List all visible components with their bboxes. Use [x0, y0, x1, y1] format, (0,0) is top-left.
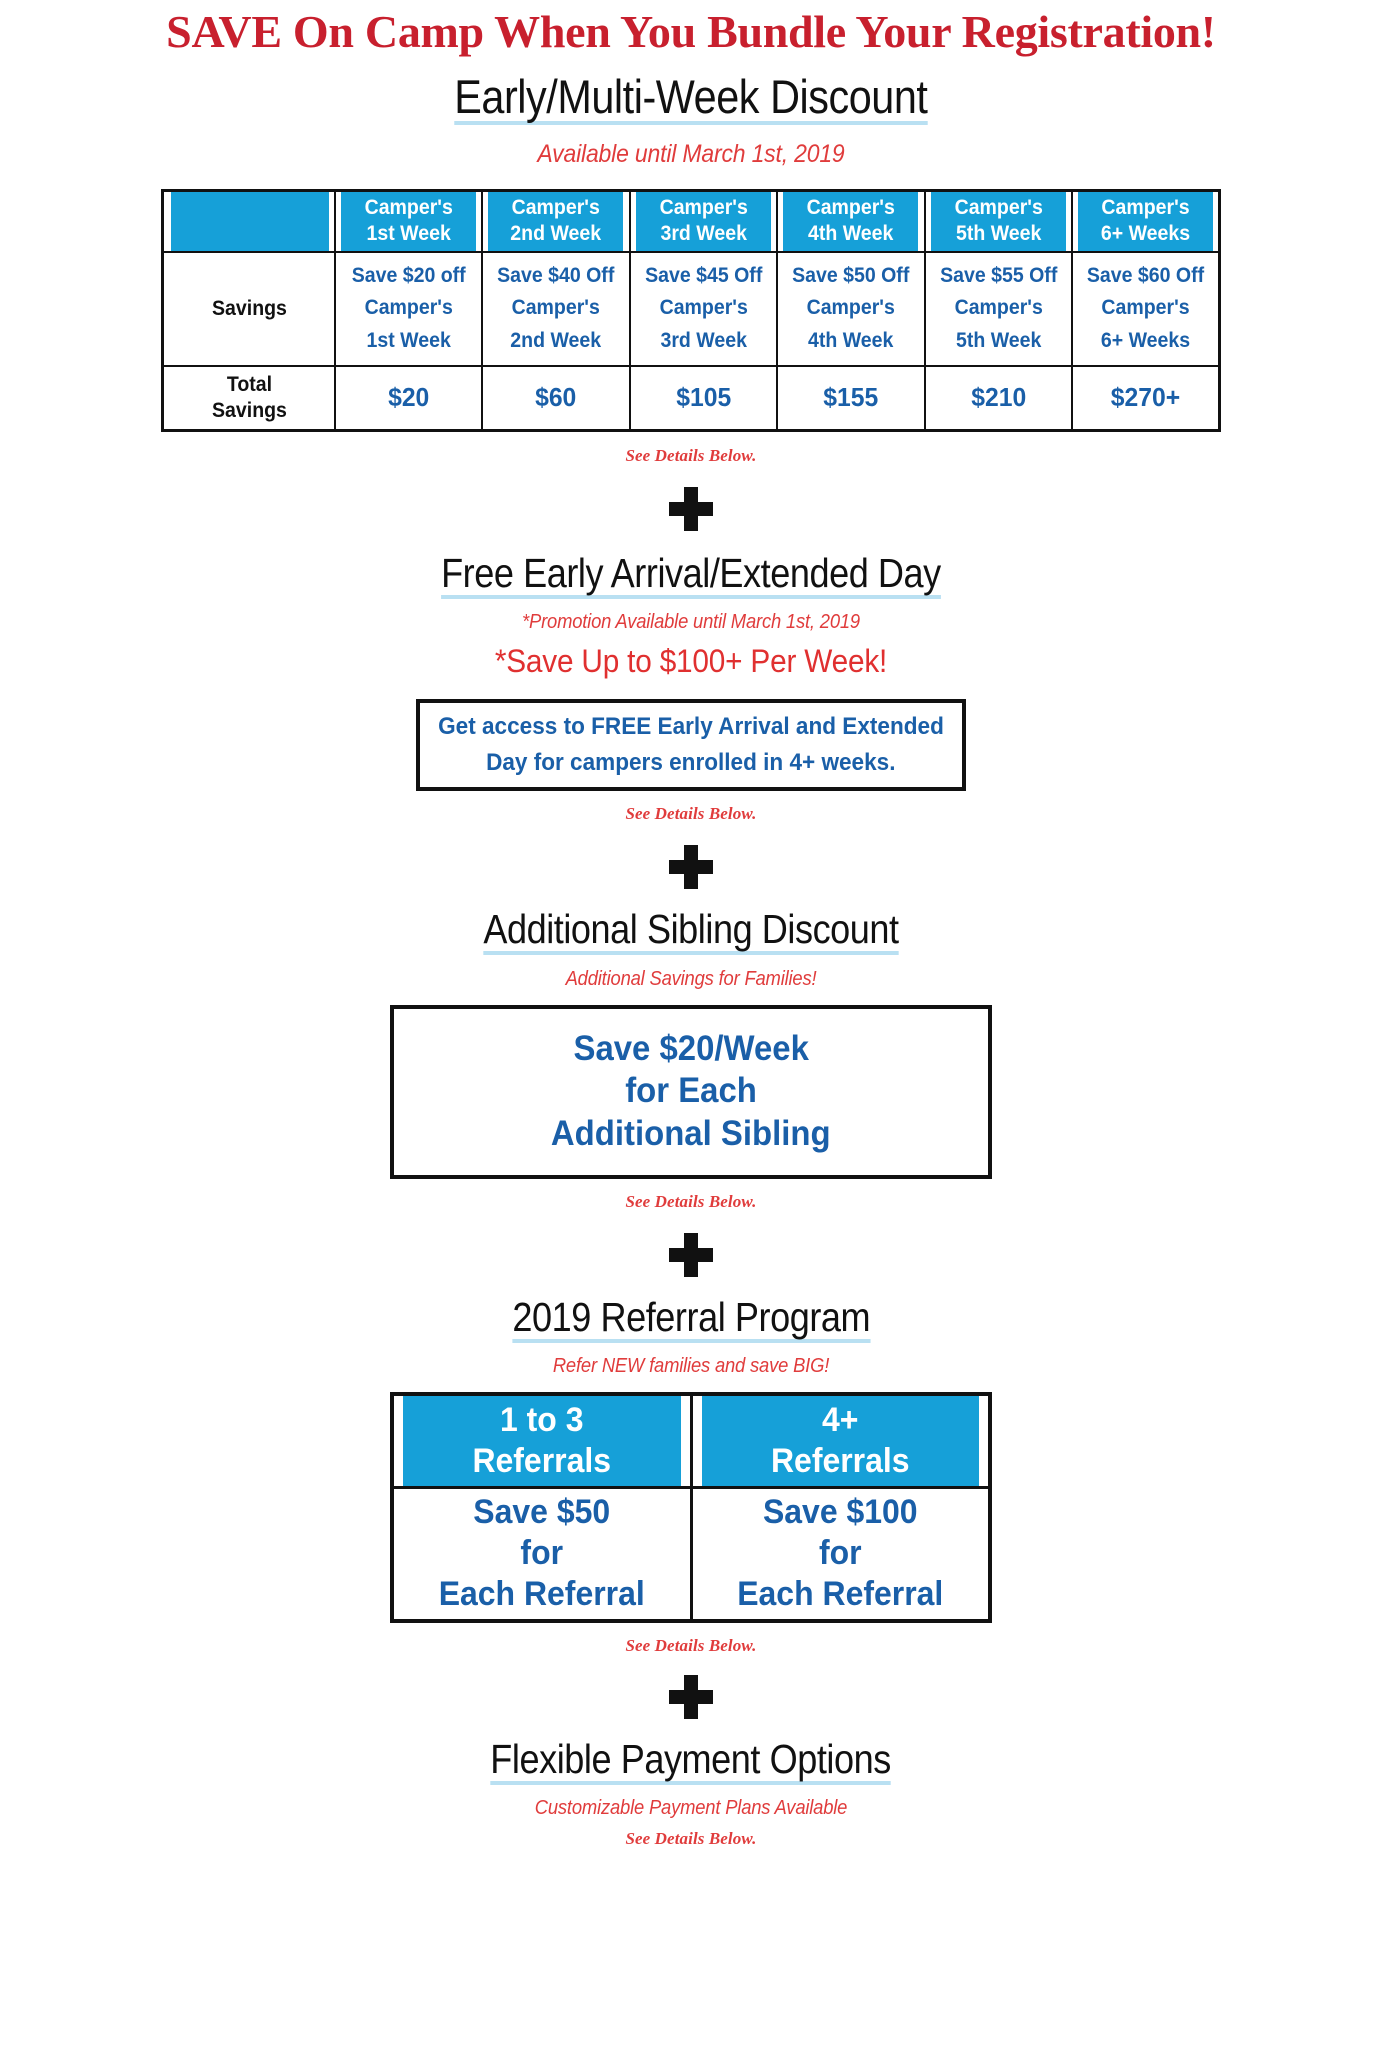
- plus-separator-3: [0, 1233, 1382, 1277]
- plus-separator-1: [0, 487, 1382, 531]
- savings-cell-week-1: [340, 252, 477, 366]
- plus-icon: [669, 1675, 713, 1719]
- column-header-week-2-line2: 2nd Week: [510, 222, 602, 245]
- sibling-discount-title: Additional Sibling Discount: [483, 909, 898, 955]
- savings-cell-week-5: [930, 252, 1067, 366]
- section-heading-sibling-discount: [0, 905, 1382, 955]
- section-heading-early-multi-week: [0, 70, 1382, 125]
- section-heading-flexible-payment: [0, 1735, 1382, 1785]
- table-row-savings: [163, 252, 1220, 366]
- savings-cell-week-5-line1: Save $55 Off: [939, 263, 1057, 287]
- see-details-note-5: See Details Below.: [625, 1828, 757, 1848]
- total-savings-week-4: $155: [781, 366, 921, 431]
- referral-program-title: 2019 Referral Program: [512, 1297, 870, 1343]
- savings-cell-week-4-line3: 4th Week: [808, 328, 894, 352]
- plus-separator-4: [0, 1675, 1382, 1719]
- free-early-arrival-box-line2: Day for campers enrolled in 4+ weeks.: [486, 748, 896, 776]
- total-savings-week-1: $20: [339, 366, 479, 431]
- referral-value-1-to-3: [401, 1487, 682, 1621]
- savings-cell-week-3-line3: 3rd Week: [660, 328, 747, 352]
- column-header-week-4-line1: Camper's: [806, 196, 896, 220]
- table-corner-cell: [169, 190, 329, 252]
- savings-cell-week-3-line1: Save $45 Off: [644, 263, 763, 287]
- sibling-discount-box-line3: Additional Sibling: [551, 1114, 831, 1154]
- column-header-week-5-line1: Camper's: [954, 196, 1043, 220]
- column-header-week-6plus: [1077, 190, 1214, 252]
- early-multi-week-subtitle: Available until March 1st, 2019: [537, 140, 845, 168]
- early-multi-week-title: Early/Multi-Week Discount: [454, 70, 928, 123]
- column-header-week-2-line1: Camper's: [511, 196, 601, 220]
- column-header-week-2: [488, 190, 625, 252]
- savings-cell-week-3: [635, 252, 772, 366]
- column-header-week-3-line2: 3rd Week: [660, 222, 747, 245]
- savings-cell-week-2-line1: Save $40 Off: [497, 263, 615, 287]
- savings-cell-week-1-line2: Camper's: [364, 296, 453, 320]
- plus-icon: [669, 1233, 713, 1277]
- free-early-arrival-subtitle: *Promotion Available until March 1st, 2019: [522, 610, 860, 633]
- column-header-week-1: [340, 190, 477, 252]
- row-label-savings-text: Savings: [211, 296, 287, 320]
- page-headline: SAVE On Camp When You Bundle Your Registration!: [166, 6, 1216, 57]
- discount-table: [161, 189, 1221, 432]
- referral-value-4plus-line3: Each Referral: [737, 1575, 944, 1614]
- free-early-arrival-box: [416, 699, 966, 791]
- discount-table-container: [161, 189, 1221, 432]
- sibling-discount-box-line2: for Each: [625, 1071, 757, 1111]
- referral-header-4plus: [700, 1394, 981, 1488]
- savings-cell-week-6plus: [1077, 252, 1214, 366]
- referral-header-1-to-3: [401, 1394, 682, 1488]
- savings-cell-week-3-line2: Camper's: [659, 296, 748, 320]
- column-header-week-1-line1: Camper's: [364, 196, 453, 220]
- free-early-arrival-highlight: *Save Up to $100+ Per Week!: [494, 642, 888, 679]
- free-early-arrival-box-line1: Get access to FREE Early Arrival and Extended: [438, 712, 944, 740]
- referral-program-subtitle: Refer NEW families and save BIG!: [552, 1354, 830, 1377]
- total-savings-week-2: $60: [486, 366, 626, 431]
- sibling-discount-box: [390, 1005, 992, 1179]
- column-header-week-5-line2: 5th Week: [955, 222, 1042, 245]
- savings-cell-week-6plus-line1: Save $60 Off: [1086, 263, 1205, 287]
- referral-header-row: [392, 1394, 990, 1488]
- savings-cell-week-1-line1: Save $20 off: [351, 263, 466, 287]
- referral-header-1-to-3-line2: Referrals: [472, 1441, 612, 1480]
- flexible-payment-subtitle: Customizable Payment Plans Available: [534, 1796, 848, 1819]
- savings-cell-week-2: [488, 252, 625, 366]
- plus-icon: [669, 845, 713, 889]
- savings-cell-week-5-line2: Camper's: [954, 296, 1043, 320]
- total-savings-week-5: $210: [928, 366, 1068, 431]
- savings-cell-week-6plus-line2: Camper's: [1101, 296, 1190, 320]
- column-header-week-3-line1: Camper's: [659, 196, 748, 220]
- table-row-total-savings: [163, 366, 1220, 431]
- column-header-week-3: [635, 190, 772, 252]
- column-header-week-6plus-line2: 6+ Weeks: [1100, 222, 1191, 245]
- section-heading-free-early-arrival: [0, 549, 1382, 599]
- sibling-discount-box-line1: Save $20/Week: [573, 1028, 809, 1068]
- row-label-total-savings-line1: Total: [226, 372, 272, 396]
- plus-icon: [669, 487, 713, 531]
- column-header-week-4: [782, 190, 919, 252]
- savings-cell-week-1-line3: 1st Week: [366, 328, 451, 352]
- column-header-week-5: [930, 190, 1067, 252]
- free-early-arrival-title: Free Early Arrival/Extended Day: [441, 553, 941, 599]
- see-details-note-1: See Details Below.: [625, 445, 757, 465]
- plus-separator-2: [0, 845, 1382, 889]
- column-header-week-4-line2: 4th Week: [808, 222, 894, 245]
- referral-value-4plus: [700, 1487, 981, 1621]
- savings-cell-week-2-line3: 2nd Week: [510, 328, 602, 352]
- savings-cell-week-4-line1: Save $50 Off: [792, 263, 910, 287]
- column-header-week-1-line2: 1st Week: [366, 222, 451, 245]
- referral-value-4plus-line1: Save $100: [762, 1493, 918, 1532]
- row-label-total-savings-line2: Savings: [211, 398, 287, 422]
- see-details-note-2: See Details Below.: [625, 803, 757, 823]
- section-heading-referral-program: [0, 1293, 1382, 1343]
- referral-header-4plus-line1: 4+: [822, 1400, 859, 1439]
- referral-value-1-to-3-line2: for: [520, 1534, 564, 1573]
- referral-value-4plus-line2: for: [818, 1534, 862, 1573]
- row-label-total-savings: [169, 366, 329, 431]
- savings-cell-week-5-line3: 5th Week: [955, 328, 1042, 352]
- referral-body-row: [392, 1487, 990, 1621]
- savings-cell-week-6plus-line3: 6+ Weeks: [1100, 328, 1191, 352]
- savings-cell-week-2-line2: Camper's: [511, 296, 601, 320]
- flexible-payment-title: Flexible Payment Options: [491, 1739, 892, 1785]
- referral-header-4plus-line2: Referrals: [770, 1441, 910, 1480]
- row-label-savings: [169, 252, 329, 366]
- referral-value-1-to-3-line3: Each Referral: [438, 1575, 645, 1614]
- column-header-week-6plus-line1: Camper's: [1101, 196, 1190, 220]
- referral-header-1-to-3-line1: 1 to 3: [499, 1400, 584, 1439]
- total-savings-week-6plus: $270+: [1076, 366, 1216, 431]
- referral-value-1-to-3-line1: Save $50: [473, 1493, 611, 1532]
- savings-cell-week-4-line2: Camper's: [806, 296, 896, 320]
- sibling-discount-subtitle: Additional Savings for Families!: [565, 967, 817, 990]
- see-details-note-4: See Details Below.: [625, 1635, 757, 1655]
- savings-cell-week-4: [782, 252, 919, 366]
- total-savings-week-3: $105: [633, 366, 773, 431]
- table-header-row: [163, 190, 1220, 252]
- referral-table: [390, 1392, 992, 1623]
- see-details-note-3: See Details Below.: [625, 1191, 757, 1211]
